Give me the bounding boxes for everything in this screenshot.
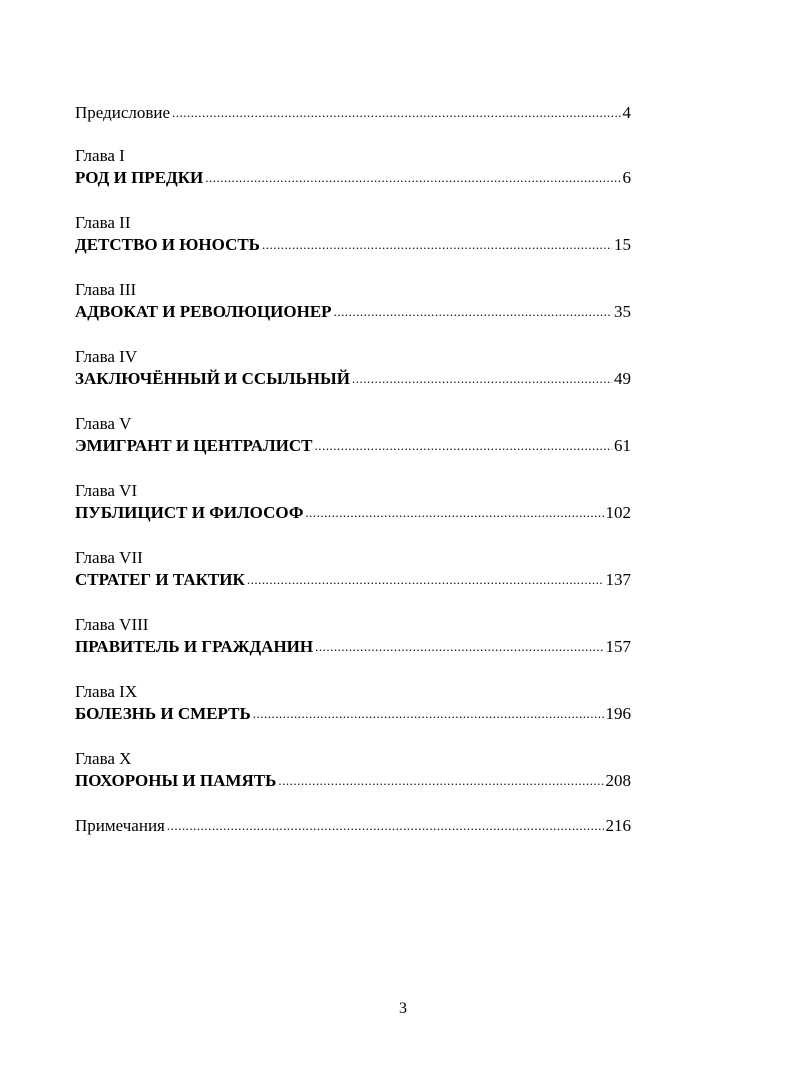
toc-page-number: 61: [614, 436, 631, 455]
dot-leader: [315, 637, 603, 659]
dot-leader: [205, 168, 620, 190]
dot-leader: [315, 436, 612, 458]
chapter-label: Глава II: [75, 213, 131, 232]
toc-page-number: 157: [605, 637, 631, 656]
dot-leader: [278, 771, 603, 793]
toc-line: [75, 233, 631, 257]
toc-entry-notes[interactable]: [75, 814, 631, 838]
toc-line: [75, 769, 631, 793]
page-number-footer: 3: [399, 1000, 407, 1017]
dot-leader: [352, 369, 612, 391]
dot-leader: [305, 503, 603, 525]
toc-entry-chapter-3[interactable]: [75, 280, 631, 324]
chapter-label: Глава VII: [75, 548, 143, 567]
toc-line: [75, 367, 631, 391]
toc-entry-chapter-10[interactable]: [75, 749, 631, 793]
chapter-label: Глава VI: [75, 481, 138, 500]
toc-page-number: 6: [622, 168, 631, 187]
toc-page-number: 216: [605, 816, 631, 835]
table-of-contents: [75, 101, 631, 838]
toc-entry-preface[interactable]: [75, 101, 631, 125]
toc-entry-chapter-9[interactable]: [75, 682, 631, 726]
toc-line: [75, 501, 631, 525]
chapter-title: РОД И ПРЕДКИ: [75, 168, 204, 187]
toc-entry-title: Предисловие: [75, 103, 171, 122]
chapter-label: Глава VIII: [75, 615, 149, 634]
chapter-label: Глава III: [75, 280, 137, 299]
toc-line: [75, 814, 631, 838]
toc-entry-chapter-6[interactable]: [75, 481, 631, 525]
toc-entry-chapter-1[interactable]: [75, 146, 631, 190]
toc-entry-title: Примечания: [75, 816, 165, 835]
toc-entry-chapter-4[interactable]: [75, 347, 631, 391]
toc-entry-chapter-8[interactable]: [75, 615, 631, 659]
chapter-label: Глава X: [75, 749, 132, 768]
toc-entry-chapter-2[interactable]: [75, 213, 631, 257]
toc-page-number: 208: [605, 771, 631, 790]
dot-leader: [167, 816, 604, 838]
dot-leader: [262, 235, 612, 257]
toc-line: [75, 568, 631, 592]
dot-leader: [172, 103, 620, 125]
toc-page-number: 35: [614, 302, 631, 321]
chapter-title: СТРАТЕГ И ТАКТИК: [75, 570, 245, 589]
chapter-title: ДЕТСТВО И ЮНОСТЬ: [75, 235, 260, 254]
chapter-title: БОЛЕЗНЬ И СМЕРТЬ: [75, 704, 251, 723]
toc-page-number: 102: [605, 503, 631, 522]
toc-entry-chapter-7[interactable]: [75, 548, 631, 592]
dot-leader: [334, 302, 612, 324]
toc-page-number: 196: [605, 704, 631, 723]
toc-line: [75, 635, 631, 659]
chapter-title: ПРАВИТЕЛЬ И ГРАЖДАНИН: [75, 637, 314, 656]
chapter-title: ЭМИГРАНТ И ЦЕНТРАЛИСТ: [75, 436, 313, 455]
toc-line: [75, 300, 631, 324]
chapter-label: Глава V: [75, 414, 132, 433]
toc-entry-chapter-5[interactable]: [75, 414, 631, 458]
chapter-title: ПОХОРОНЫ И ПАМЯТЬ: [75, 771, 277, 790]
toc-page-number: 4: [622, 103, 631, 122]
toc-page-number: 49: [614, 369, 631, 388]
toc-line: [75, 166, 631, 190]
chapter-label: Глава IX: [75, 682, 138, 701]
chapter-label: Глава I: [75, 146, 125, 165]
toc-line: [75, 702, 631, 726]
dot-leader: [247, 570, 604, 592]
chapter-title: АДВОКАТ И РЕВОЛЮЦИОНЕР: [75, 302, 332, 321]
dot-leader: [253, 704, 604, 726]
chapter-title: ПУБЛИЦИСТ И ФИЛОСОФ: [75, 503, 304, 522]
toc-page-number: 15: [614, 235, 631, 254]
toc-line: [75, 101, 631, 125]
chapter-title: ЗАКЛЮЧЁННЫЙ И ССЫЛЬНЫЙ: [75, 369, 350, 388]
toc-page-number: 137: [605, 570, 631, 589]
toc-line: [75, 434, 631, 458]
chapter-label: Глава IV: [75, 347, 138, 366]
